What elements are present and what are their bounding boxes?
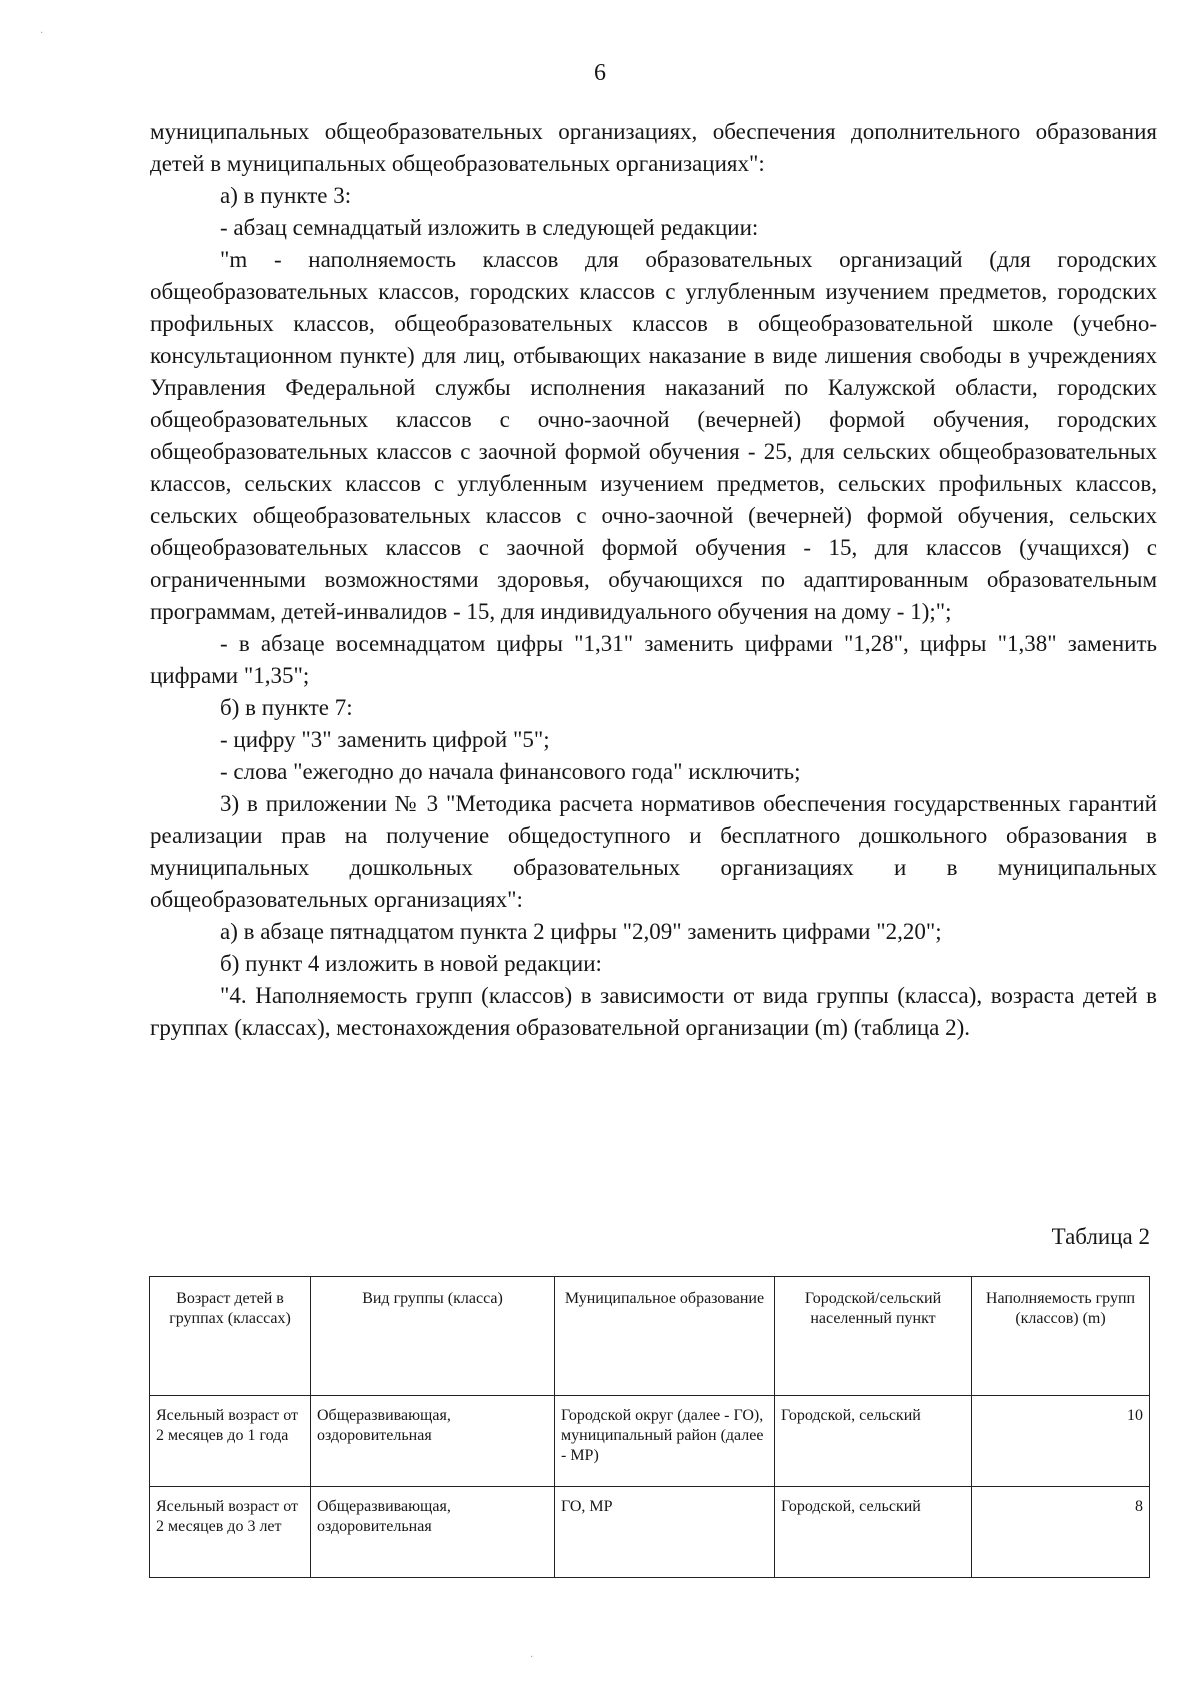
paragraph: - абзац семнадцатый изложить в следующей редакции: [220,215,759,240]
table-caption: Таблица 2 [1051,1224,1150,1249]
paragraph: - цифру "3" заменить цифрой "5"; [220,727,550,752]
header-municipality: Муниципальное образование [555,1277,775,1396]
paragraph: б) в пункте 7: [220,695,353,720]
cell-group-type: Общеразвивающая, оздоровительная [311,1487,555,1578]
cell-municipality: Городской округ (далее - ГО), муниципальный район (далее - МР) [555,1396,775,1487]
cell-group-type: Общеразвивающая, оздоровительная [311,1396,555,1487]
paragraph: 3) в приложении № 3 "Методика расчета нормативов обеспечения государственных гарантий реализации прав на получение общедоступного и бесплатного дошкольного образования в муниципальных дошкольных образовательных организациях и в муниципальных общеобразовательных организациях": [150,791,1157,912]
cell-settlement: Городской, сельский [775,1487,972,1578]
paragraph: "m - наполняемость классов для образовательных организаций (для городских общеобразовательных классов, городских классов с углубленным изучением предметов, городских профильных классов, общеобразовательных классов в общеобразовательной школе (учебно-консультационном пункте) для лиц, отбывающих наказание в виде лишения свободы в учреждениях Управления Федеральной службы исполнения наказаний по Калужской области, городских общеобразовательных классов с очно-заочной (вечерней) формой обучения, городских общеобразовательных классов с заочной формой обучения - 25, для сельских общеобразовательных классов, сельских классов с углубленным изучением предметов, сельских профильных классов, сельских общеобразовательных классов с очно-заочной (вечерней) формой обучения, сельских общеобразовательных классов с заочной формой обучения - 15, для классов (учащихся) с ограниченными возможностями здоровья, обучающихся по адаптированным образовательным программам, детей-инвалидов - 15, для индивидуального обучения на дому - 1);"; [150,247,1157,624]
paragraph: муниципальных общеобразовательных организациях, обеспечения дополнительного образования детей в муниципальных общеобразовательных организациях": [150,119,1157,176]
paragraph: б) пункт 4 изложить в новой редакции: [220,951,602,976]
header-age: Возраст детей в группах (классах) [150,1277,311,1396]
cell-municipality: ГО, МР [555,1487,775,1578]
header-fill-rate: Наполняемость групп (классов) (m) [972,1277,1150,1396]
paragraph: - в абзаце восемнадцатом цифры "1,31" заменить цифрами "1,28", цифры "1,38" заменить цифрами "1,35"; [150,631,1157,688]
body-text [150,116,1157,1044]
paragraph: - слова "ежегодно до начала финансового года" исключить; [220,759,801,784]
header-settlement: Городской/сельский населенный пункт [775,1277,972,1396]
cell-fill-rate: 10 [972,1396,1150,1487]
paragraph: а) в пункте 3: [220,183,352,208]
cell-age: Ясельный возраст от 2 месяцев до 3 лет [150,1487,311,1578]
table-row [150,1487,1150,1578]
cell-fill-rate: 8 [972,1487,1150,1578]
table-row [150,1396,1150,1487]
scan-speck: · [530,1652,534,1663]
paragraph: а) в абзаце пятнадцатом пункта 2 цифры "2,09" заменить цифрами "2,20"; [220,919,942,944]
fill-rate-table [149,1276,1150,1578]
cell-age: Ясельный возраст от 2 месяцев до 1 года [150,1396,311,1487]
table-header-row [150,1277,1150,1396]
header-group-type: Вид группы (класса) [311,1277,555,1396]
page-number: 6 [594,60,606,86]
cell-settlement: Городской, сельский [775,1396,972,1487]
scan-speck: · [40,28,44,39]
paragraph: "4. Наполняемость групп (классов) в зависимости от вида группы (класса), возраста детей в группах (классах), местонахождения образовательной организации (m) (таблица 2). [150,983,1157,1040]
